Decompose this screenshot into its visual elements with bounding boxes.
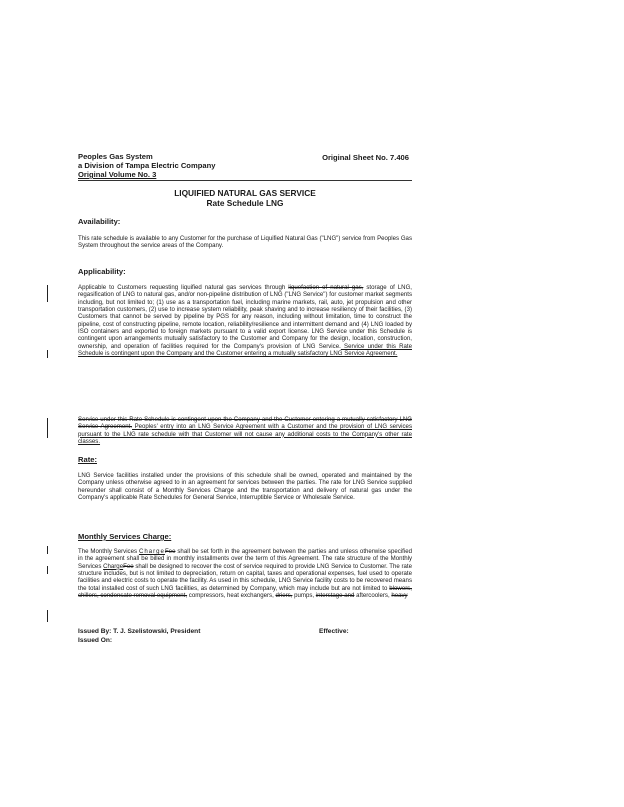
volume-label: Original Volume No. 3 [78, 170, 157, 179]
applicability-text-2: storage of LNG, regasification of LNG to natural gas, and/or non-pipeline distribution of LNG ("LNG Service") for customer market segments including, but not limited to; (1) use as a transportation fuel, including marine markets, rail, auto, jet propulsion and other transportation customers, (2) use to increase system reliability, peak shaving and to increase resiliency of their facilities, (3) Customers that cannot be served by pipeline by PGS for any reason, including without limitation, time to construct the pipeline, cost of constructing pipeline, remote location, reliability/resilience and intermittent demand and (4) LNG loaded by ISO containers and exported to foreign markets pursuant to a valid export license. LNG Service under this Schedule is contingent upon arrangements mutually satisfactory to the Customer and Company for the design, location, construction, ownership, and operation of facilities required for the Company's provision of LNG Service. [78, 284, 412, 350]
revision-bar [47, 418, 48, 438]
agreement-insertion: Peoples' entry into an LNG Service Agreement with a Customer and the provision of LNG services pursuant to the LNG rate schedule with that Customer will not cause any additional costs to the Company's other rate classes. [78, 423, 412, 446]
availability-text: This rate schedule is available to any Customer for the purchase of Liquified Natural Gas ("LNG") service from Peoples Gas System throughout the service areas of the Company. [78, 235, 412, 250]
document-title [78, 188, 412, 208]
issued-by: Issued By: T. J. Szelistowski, President [78, 628, 201, 635]
monthly-charge-text [78, 548, 412, 599]
monthly-text-6: aftercoolers, [354, 592, 392, 600]
applicability-text-1: Applicable to Customers requesting liquified natural gas services through [78, 284, 289, 291]
monthly-delete-1: Fee [164, 548, 176, 555]
revision-bar [47, 350, 48, 358]
monthly-text-3: shall be designed to recover the cost of service required to provide LNG Service to Customer. The rate structure includes, but is not limited to depreciation, return on capital, taxes and operational expenses, fuel used to operate facilities and electric costs to operate the facility. As used in this schedule, LNG Service facility costs to be recovered means the total installed cost of such LNG facilities, as determined by Company, which may include but are not limited to [78, 562, 412, 592]
company-name: Peoples Gas System [78, 152, 153, 161]
agreement-text [78, 416, 412, 445]
rate-heading: Rate: [78, 455, 97, 464]
header-rule [78, 180, 412, 181]
title-line-2: Rate Schedule LNG [206, 198, 284, 208]
monthly-charge-heading: Monthly Services Charge: [78, 532, 172, 541]
monthly-delete-3: blowers, chillers, condensate removal equipment, [78, 584, 412, 600]
applicability-deletion: liquefaction of natural gas, [288, 284, 364, 291]
title-line-1: LIQUIFIED NATURAL GAS SERVICE [174, 188, 316, 198]
issued-on: Issued On: [78, 637, 113, 644]
monthly-delete-4: driers, [275, 592, 293, 600]
company-header [78, 152, 215, 179]
revision-bar [47, 610, 48, 622]
monthly-text-4: compressors, heat exchangers, [187, 592, 276, 600]
applicability-insertion: Service under this Rate Schedule is contingent upon the Company and the Customer entering a mutually satisfactory LNG Service Agreement. [78, 342, 412, 358]
applicability-text [78, 284, 412, 357]
agreement-deletion: Service under this Rate Schedule is contingent upon the Company and the Customer entering a mutually satisfactory LNG Service Agreement. [78, 416, 412, 431]
effective-label: Effective: [319, 628, 349, 635]
revision-bar [47, 546, 48, 554]
monthly-insert-2: Charge [103, 562, 124, 570]
monthly-text-2: shall be set forth in the agreement between the parties and unless otherwise specified in the agreement shall be billed in monthly installments over the term of this Agreement. The rate structure of the Monthly Services [78, 548, 412, 570]
company-division: a Division of Tampa Electric Company [78, 161, 216, 170]
monthly-text-5: pumps, [292, 592, 316, 600]
revision-bar [47, 285, 48, 302]
monthly-insert-1: Charge [138, 548, 165, 555]
revision-bar [47, 566, 48, 574]
sheet-number: Original Sheet No. 7.406 [322, 153, 409, 162]
monthly-text-1: The Monthly Services [78, 548, 139, 555]
rate-text: LNG Service facilities installed under the provisions of this schedule shall be owned, operated and maintained by the Company unless otherwise agreed to in an agreement for services between the parties. The rate for LNG Service supplied hereunder shall consist of a Monthly Services Charge and the transportation and delivery of natural gas under the Company's applicable Rate Schedules for General Service, Interruptible Service or Wholesale Service. [78, 472, 412, 502]
availability-heading: Availability: [78, 217, 121, 226]
monthly-delete-2: Fee [123, 562, 134, 570]
monthly-delete-5: interstage and [315, 592, 355, 600]
monthly-delete-6: heavy [391, 592, 408, 600]
applicability-heading: Applicability: [78, 267, 126, 276]
